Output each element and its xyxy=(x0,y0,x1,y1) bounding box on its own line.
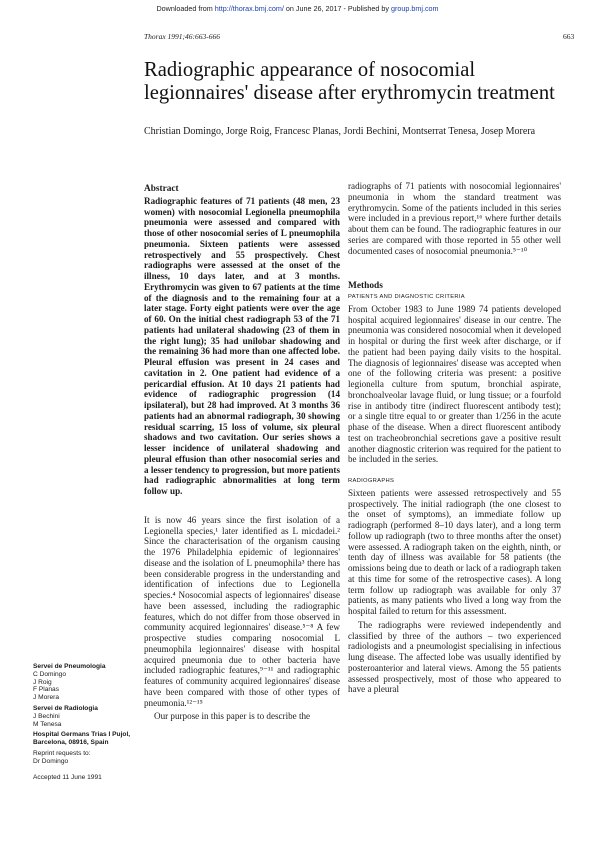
abstract-text: Radiographic features of 71 patients (48 men, 23 women) with nosocomial Legionella pneumophila pneumonia were assessed and compared with those of other nosocomial series of L pneumophila pneumonia. Sixteen patients were assessed retrospectively and 55 prospectively. Chest radiographs were assessed at the onset of the illness, 10 days later, and at 3 months. Erythromycin was given to 67 patients at the time of the diagnosis and to the remaining four at a later stage. Forty eight patients were over the age of 60. On the initial chest radiograph 53 of the 71 patients had unilateral shadowing (23 of them in the right lung); 35 had unilobar shadowing and the remaining 36 had more than one affected lobe. Pleural effusion was present in 24 cases and cavitation in 2. One patient had evidence of a pericardial effusion. At 10 days 21 patients had evidence of radiographic progression (14 ipsilateral), but 28 had improved. At 3 months 36 patients had an abnormal radiograph, 30 showing residual scarring, 15 loss of volume, six pleural shadows and two cavitation. Our series shows a lesser incidence of unilateral shadowing and pleural effusion than other nosocomial series and a lesser tendency to progression, but more patients had radiographic abnormalities at long term follow up. xyxy=(144,195,340,496)
abstract-heading: Abstract xyxy=(144,184,179,194)
radiographs-paragraph-1: Sixteen patients were assessed retrospectively and 55 prospectively. The initial radiograph (the one closest to the onset of symptoms), an immediate follow up radiograph (performed 8–10 days later), and a long term follow up radiograph (two to three months after the onset) were assessed. A radiograph taken on the eighth, ninth, or tenth day of illness was available for 58 patients (the omissions being due to death or lack of a radiograph taken at this time for some of the retrospective cases). A long term follow up radiograph was available for only 37 patients, as many patients who lived a long way from the hospital failed to return for this assessment. xyxy=(348,487,561,616)
download-prefix: Downloaded from xyxy=(156,4,215,13)
radiographs-subheading: RADIOGRAPHS xyxy=(348,478,395,484)
patients-subheading: PATIENTS AND DIAGNOSTIC CRITERIA xyxy=(348,294,465,300)
intro-continuation: radiographs of 71 patients with nosocomial legionnaires' pneumonia in whom the standard treatment was erythromycin. Some of the patients included in this series were included in a previous report,¹⁶ where further details about them can be found. The radiographic features in our series are compared with those reported in 55 other well documented cases of nosocomial pneumonia.⁵⁻¹⁰ xyxy=(348,181,561,256)
affil-person: J Bechini xyxy=(33,712,60,720)
dept-pneumologia: Servei de Pneumologia xyxy=(33,663,106,670)
reprint-requests xyxy=(33,750,141,766)
author-affiliations xyxy=(33,663,141,781)
left-column xyxy=(144,184,340,725)
author-list: Christian Domingo, Jorge Roig, Francesc Planas, Jordi Bechini, Montserrat Tenesa, Josep Morera xyxy=(144,126,536,137)
hospital-name: Hospital Germans Trias I Pujol, Barcelona, 08916, Spain xyxy=(33,731,131,747)
affil-person: C Domingo xyxy=(33,670,66,678)
reprint-label: Reprint requests to: xyxy=(33,749,91,757)
thorax-link[interactable]: http://thorax.bmj.com/ xyxy=(214,4,284,13)
article-title: Radiographic appearance of nosocomial legionnaires' disease after erythromycin treatment xyxy=(144,59,555,104)
affil-person: F Planas xyxy=(33,686,60,694)
page-number: 663 xyxy=(563,32,575,41)
affiliation-pneumologia xyxy=(33,663,141,702)
dept-radiologia: Servei de Radiologia xyxy=(33,704,98,712)
reprint-contact: Dr Domingo xyxy=(33,757,69,765)
accepted-date: Accepted 11 June 1991 xyxy=(33,773,102,781)
bmj-group-link[interactable]: group.bmj.com xyxy=(391,4,439,13)
affiliation-radiologia xyxy=(33,705,141,728)
affil-person: J Morera xyxy=(33,694,60,702)
download-notice xyxy=(0,4,595,13)
running-head: Thorax 1991;46:663-666 xyxy=(144,32,221,41)
patients-paragraph: From October 1983 to June 1989 74 patients developed hospital acquired legionnaires' disease in our centre. The pneumonia was considered nosocomial when it developed in hospital or during the first week after discharge, or if the patient had been paying daily visits to the hospital. The diagnosis of legionnaires' disease was accepted when one of the following criteria was present: a positive legionella culture from sputum, bronchial aspirate, bronchoalveolar lavage fluid, or lung tissue; or a fourfold rise in antibody titre (indirect fluorescent antibody test); or a single titre equal to or greater than 1/256 in the acute phase of the disease. When a direct fluorescent antibody test on tracheobronchial secretions gave a positive result another diagnostic criterion was required for the patient to be included in the series. xyxy=(348,303,561,465)
affil-person: J Roig xyxy=(33,678,52,686)
right-column xyxy=(348,181,561,698)
intro-paragraph-1: It is now 46 years since the first isolation of a Legionella species,¹ later identified as L micdadei.² Since the characterisation of the organism causing the 1976 Philadelphia epidemic of legionnaires' disease and the isolation of L pneumophila³ there has been considerable progress in the understanding and identification of infections due to Legionella species.⁴ Nosocomial aspects of legionnaires' disease have been assessed, including the radiographic features, which do not differ from those observed in community acquired legionnaires' disease.⁵⁻⁸ A few prospective studies comparing nosocomial L pneumophila legionnaires' disease with hospital acquired pneumonia due to other bacteria have included radiographic features,⁹⁻¹¹ and radiographic features of community acquired legionnaires' disease have been compared with those of other types of pneumonia.¹²⁻¹⁵ xyxy=(144,514,340,708)
intro-paragraph-2: Our purpose in this paper is to describe the xyxy=(154,711,311,722)
affil-person: M Tenesa xyxy=(33,720,62,728)
methods-heading: Methods xyxy=(348,281,383,292)
radiographs-paragraph-2: The radiographs were reviewed independently and classified by three of the authors – two experienced radiologists and a pneumologist specialising in infectious lung disease. The affected lobe was usually identified by posteroanterior and lateral views. Among the 55 patients assessed prospectively, most of those who appeared to have a pleural xyxy=(348,619,561,695)
download-middle: on June 26, 2017 - Published by xyxy=(283,4,391,13)
